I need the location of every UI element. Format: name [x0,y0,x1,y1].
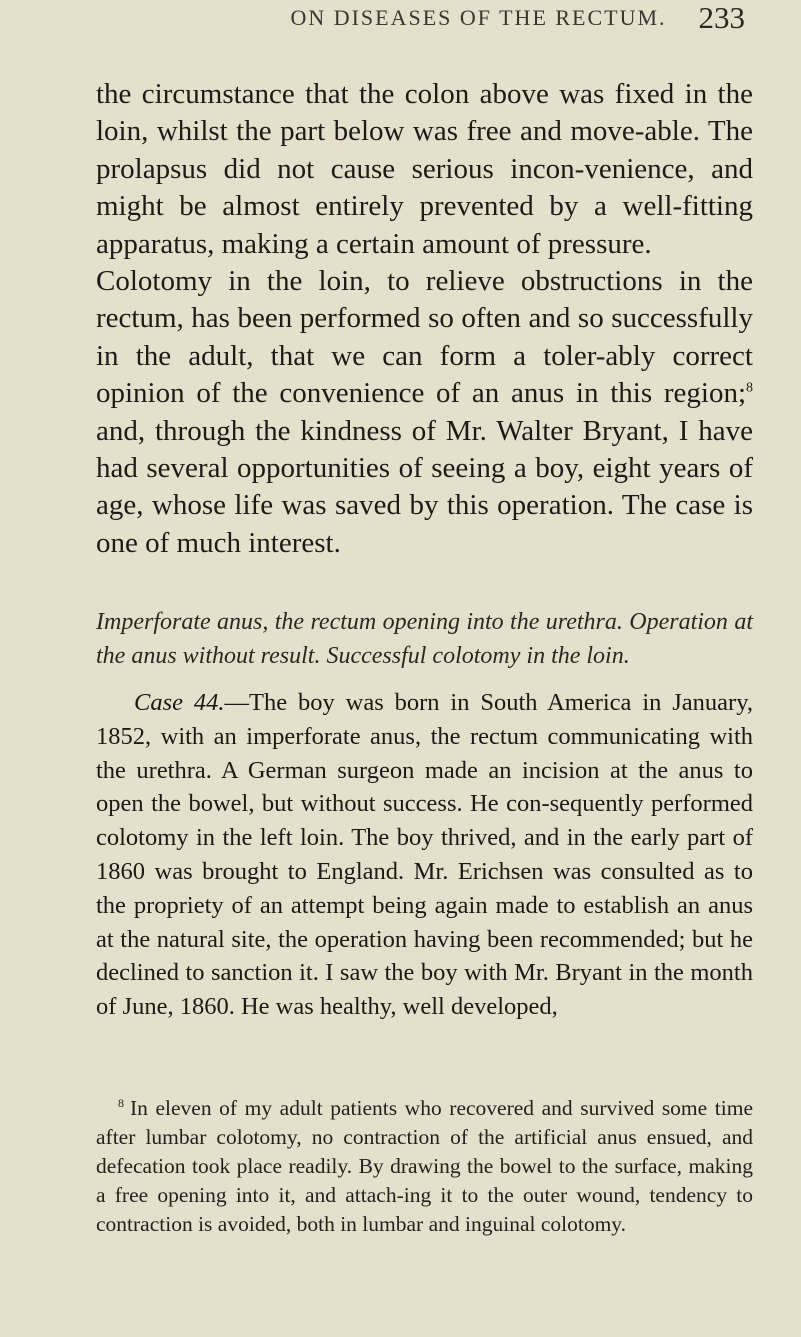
page-number: 233 [698,0,745,35]
case-label: Case 44. [134,689,225,716]
footnote-mark: 8 [118,1095,124,1110]
footnote-reference: 8 [746,380,753,396]
case-heading: Imperforate anus, the rectum opening into the urethra. Operation at the anus without result. Successful colotomy in the loin. [96,609,753,669]
paragraph-colotomy-text-end: and, through the kindness of Mr. Walter Bryant, I have had several opportunities of seeing a boy, eight years of age, whose life was saved by this operation. The case is one of much interest. [96,414,753,559]
case-text: —The boy was born in South America in January, 1852, with an imperforate anus, the rectum communicating with the urethra. A German surgeon made an incision at the anus to open the bowel, but without success. He con-sequently performed colotomy in the left loin. The boy thrived, and in the early part of 1860 was brought to England. Mr. Erichsen was consulted as to the propriety of an attempt being again made to establish an anus at the natural site, the operation having been recommended; but he declined to sanction it. I saw the boy with Mr. Bryant in the month of June, 1860. He was healthy, well developed, [96,689,753,1021]
main-text [96,76,753,562]
footnote [96,1094,753,1239]
paragraph-continuation: the circumstance that the colon above was fixed in the loin, whilst the part below was free and move-able. The prolapsus did not cause serious incon-venience, and might be almost entirely prevented by a well-fitting apparatus, making a certain amount of pressure. [96,78,753,260]
running-head [96,2,751,42]
footnote-paragraph [96,1094,753,1239]
footnote-text: In eleven of my adult patients who recovered and survived some time after lumbar colotomy, no contraction of the artificial anus ensued, and defecation took place readily. By drawing the bowel to the surface, making a free opening into it, and attach-ing it to the outer wound, tendency to contraction is avoided, both in lumbar and inguinal colotomy. [96,1096,753,1236]
case-paragraph [96,686,753,1024]
paragraph-colotomy-text-start: Colotomy in the loin, to relieve obstructions in the rectum, has been performed so often and so successfully in the adult, that we can form a toler-ably correct opinion of the convenience of an anus in this region; [96,265,753,410]
paragraph-colotomy [96,263,753,562]
running-title: ON DISEASES OF THE RECTUM. [290,5,667,30]
case-body [96,686,753,1024]
